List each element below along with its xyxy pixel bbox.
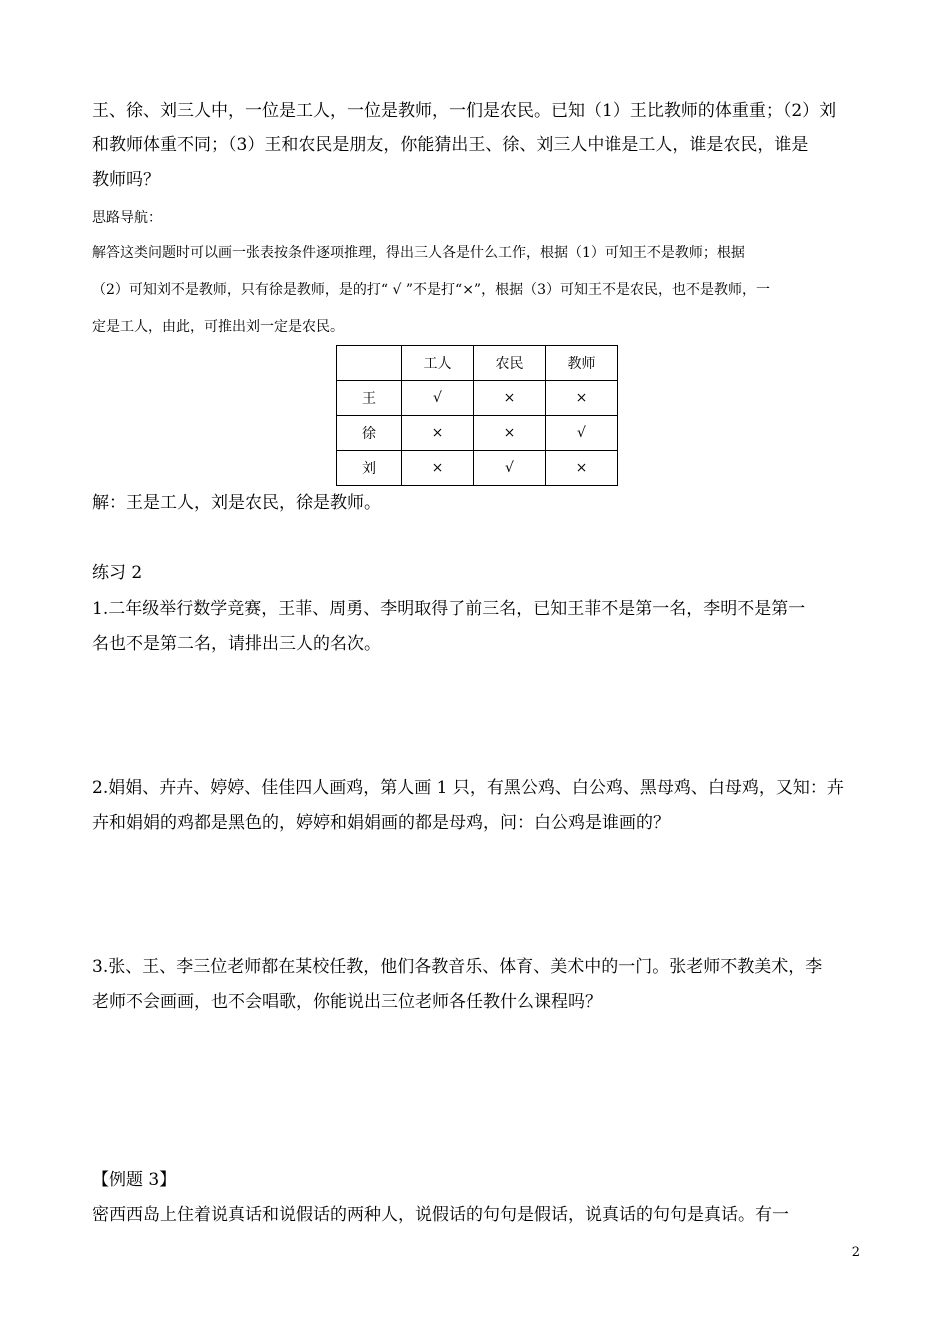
table-cell: 刘: [337, 451, 402, 486]
question-1-line-1: 1.二年级举行数学竞赛，王菲、周勇、李明取得了前三名，已知王菲不是第一名，李明不是第一: [92, 599, 806, 619]
table-header-row: [337, 346, 618, 381]
table-cell: √: [402, 381, 474, 416]
table-cell: √: [474, 451, 546, 486]
table-cell: ×: [546, 381, 618, 416]
question-1-line-2: 名也不是第二名，请排出三人的名次。: [92, 634, 381, 654]
table-cell: 王: [337, 381, 402, 416]
table-cell: 徐: [337, 416, 402, 451]
table-row: [337, 381, 618, 416]
hint-line-3: 定是工人，由此，可推出刘一定是农民。: [92, 319, 344, 335]
answer-text: 解：王是工人，刘是农民，徐是教师。: [92, 493, 381, 513]
hint-line-1: 解答这类问题时可以画一张表按条件逐项推理，得出三人各是什么工作，根据（1）可知王不是教师；根据: [92, 245, 745, 261]
table-cell: ×: [546, 451, 618, 486]
example-title: 【例题 3】: [92, 1170, 177, 1190]
table-cell: ×: [474, 381, 546, 416]
table-cell: ×: [402, 416, 474, 451]
intro-line-2: 和教师体重不同；（3）王和农民是朋友，你能猜出王、徐、刘三人中谁是工人，谁是农民，谁是: [92, 135, 809, 155]
practice-title: 练习 2: [92, 563, 143, 583]
table-cell: ×: [402, 451, 474, 486]
table-header-cell: 教师: [546, 346, 618, 381]
table-header-cell: 工人: [402, 346, 474, 381]
example-line-1: 密西西岛上住着说真话和说假话的两种人，说假话的句句是假话，说真话的句句是真话。有一: [92, 1205, 789, 1225]
question-3-line-2: 老师不会画画，也不会唱歌，你能说出三位老师各任教什么课程吗？: [92, 992, 602, 1012]
intro-line-3: 教师吗？: [92, 170, 160, 190]
hint-line-2: （2）可知刘不是教师，只有徐是教师，是的打“ √ ”不是打“×”，根据（3）可知王不是农民，也不是教师，一: [92, 282, 770, 298]
question-2-line-1: 2.娟娟、卉卉、婷婷、佳佳四人画鸡，第人画 1 只，有黑公鸡、白公鸡、黑母鸡、白母鸡，又知：卉: [92, 778, 844, 798]
question-3-line-1: 3.张、王、李三位老师都在某校任教，他们各教音乐、体育、美术中的一门。张老师不教美术，李: [92, 957, 823, 977]
table-row: [337, 451, 618, 486]
page-number: 2: [851, 1245, 860, 1260]
table-header-cell: [337, 346, 402, 381]
reasoning-table: [336, 345, 618, 486]
question-2-line-2: 卉和娟娟的鸡都是黑色的，婷婷和娟娟画的都是母鸡，问：白公鸡是谁画的？: [92, 813, 670, 833]
table-row: [337, 416, 618, 451]
table-cell: √: [546, 416, 618, 451]
table-header-cell: 农民: [474, 346, 546, 381]
hint-title: 思路导航：: [92, 210, 162, 226]
table-cell: ×: [474, 416, 546, 451]
intro-line-1: 王、徐、刘三人中，一位是工人，一位是教师，一们是农民。已知（1）王比教师的体重重；（2）刘: [92, 101, 837, 121]
